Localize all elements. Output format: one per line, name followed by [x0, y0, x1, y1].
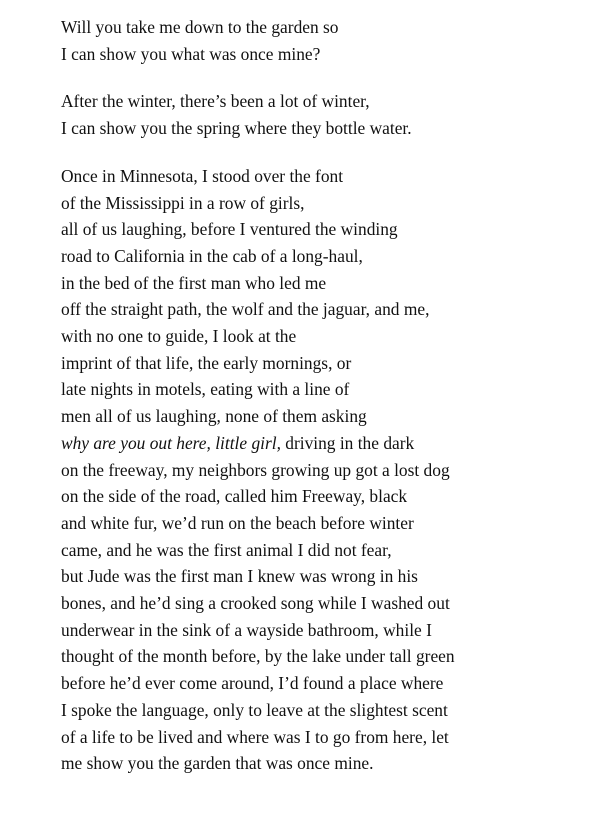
- poem-line: bones, and he’d sing a crooked song while I washed out: [61, 593, 450, 614]
- poem-line: Once in Minnesota, I stood over the font: [61, 165, 344, 186]
- stanza-3: [61, 163, 591, 777]
- poem-line: on the freeway, my neighbors growing up got a lost dog: [61, 459, 450, 480]
- poem-line: of the Mississippi in a row of girls,: [61, 192, 305, 213]
- poem-line: but Jude was the first man I knew was wrong in his: [61, 566, 418, 587]
- stanza-2: [61, 88, 591, 141]
- poem-line: Will you take me down to the garden so: [61, 17, 339, 37]
- poem-line: and white fur, we’d run on the beach before winter: [61, 512, 414, 533]
- poem-line: road to California in the cab of a long-haul,: [61, 245, 363, 266]
- poem-line: late nights in motels, eating with a line of: [61, 379, 350, 400]
- poem-line: After the winter, there’s been a lot of winter,: [61, 91, 370, 112]
- poem-line-mixed: [61, 430, 591, 457]
- poem-line: men all of us laughing, none of them asking: [61, 406, 367, 427]
- poem-line: of a life to be lived and where was I to go from here, let: [61, 726, 449, 747]
- poem-line: all of us laughing, before I ventured the winding: [61, 219, 398, 240]
- poem-line: I spoke the language, only to leave at the slightest scent: [61, 699, 448, 720]
- poem-line: off the straight path, the wolf and the jaguar, and me,: [61, 299, 430, 320]
- stanza-1: [61, 14, 591, 67]
- italic-phrase: why are you out here, little girl,: [61, 432, 281, 453]
- poem-line: in the bed of the first man who led me: [61, 272, 327, 293]
- poem-line-rest: driving in the dark: [280, 432, 415, 453]
- poem-line: me show you the garden that was once mine.: [61, 753, 374, 774]
- poem-line: I can show you what was once mine?: [61, 43, 321, 64]
- poem-body: [61, 14, 591, 798]
- poem-line: I can show you the spring where they bottle water.: [61, 118, 412, 139]
- poem-line: underwear in the sink of a wayside bathroom, while I: [61, 619, 432, 640]
- poem-line: with no one to guide, I look at the: [61, 326, 297, 347]
- poem-line: thought of the month before, by the lake under tall green: [61, 646, 455, 667]
- poem-line: on the side of the road, called him Freeway, black: [61, 486, 408, 507]
- poem-line: before he’d ever come around, I’d found a place where: [61, 673, 444, 694]
- poem-line: imprint of that life, the early mornings, or: [61, 352, 352, 373]
- poem-line: came, and he was the first animal I did not fear,: [61, 539, 392, 560]
